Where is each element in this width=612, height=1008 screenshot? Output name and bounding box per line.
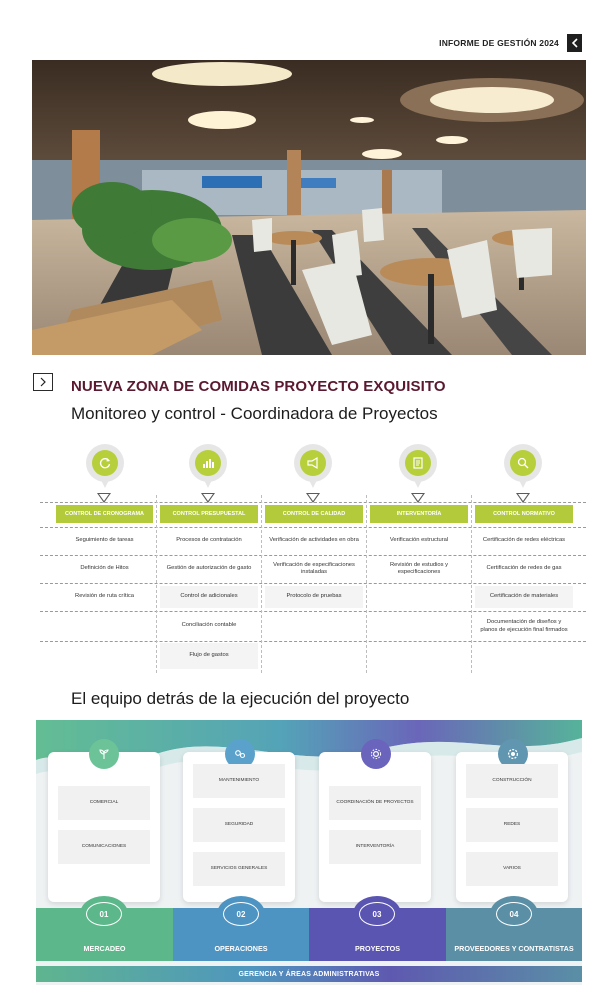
table-cell: Documentación de diseños y planos de ejecución final firmados <box>480 619 568 633</box>
chevron-left-icon <box>571 38 579 48</box>
page-header <box>439 34 582 52</box>
report-title: INFORME DE GESTIÓN 2024 <box>439 38 559 48</box>
table-cell: Definición de Hitos <box>80 565 129 572</box>
team-card-mercadeo <box>48 752 160 902</box>
team-chip: INTERVENTORÍA <box>329 830 421 864</box>
back-button[interactable] <box>567 34 582 52</box>
team-chip: VARIOS <box>466 852 558 886</box>
team-icon-mercadeo <box>89 739 119 769</box>
team-chip: CONSTRUCCIÓN <box>466 764 558 798</box>
team-number-label: 01 <box>86 902 122 926</box>
team-number-label: 03 <box>359 902 395 926</box>
pin-interventoria <box>398 444 438 488</box>
table-cell: Revisión de ruta crítica <box>75 593 134 600</box>
team-chip: SEGURIDAD <box>193 808 285 842</box>
food-court-photo <box>32 60 586 355</box>
chevron-right-icon <box>39 377 47 387</box>
pin-normativo <box>503 444 543 488</box>
gear-icon <box>369 747 383 761</box>
refresh-icon <box>98 456 112 470</box>
team-chip: REDES <box>466 808 558 842</box>
team-number-02 <box>217 896 265 932</box>
pin-cronograma <box>85 444 125 488</box>
team-number-label: 02 <box>223 902 259 926</box>
team-chip: SERVICIOS GENERALES <box>193 852 285 886</box>
section-subtitle: Monitoreo y control - Coordinadora de Proyectos <box>71 404 438 423</box>
cog-icon <box>506 747 520 761</box>
column-header-calidad: CONTROL DE CALIDAD <box>265 505 363 523</box>
section-arrow[interactable] <box>33 373 53 391</box>
column-header-normativo: CONTROL NORMATIVO <box>475 505 573 523</box>
team-chip: COMUNICACIONES <box>58 830 150 864</box>
pointer-triangle <box>201 493 215 503</box>
team-number-03 <box>353 896 401 932</box>
column-header-cronograma: CONTROL DE CRONOGRAMA <box>56 505 153 523</box>
document-icon <box>411 456 425 470</box>
team-band-mercadeo: MERCADEO <box>36 908 173 961</box>
column-header-interventoria: INTERVENTORÍA <box>370 505 468 523</box>
team-chip: COMERCIAL <box>58 786 150 820</box>
pin-presupuestal <box>188 444 228 488</box>
team-chip: MANTENIMIENTO <box>193 764 285 798</box>
pointer-triangle <box>306 493 320 503</box>
table-cell: Conciliación contable <box>181 622 237 629</box>
pin-calidad <box>293 444 333 488</box>
table-cell: Revisión de estudios y especificaciones <box>389 561 448 575</box>
table-cell: Certificación de materiales <box>475 586 573 608</box>
table-cell: Control de adicionales <box>160 586 258 608</box>
team-icon-proyectos <box>361 739 391 769</box>
column-header-presupuestal: CONTROL PRESUPUESTAL <box>160 505 258 523</box>
table-cell: Protocolo de pruebas <box>265 586 363 608</box>
sprout-icon <box>97 747 111 761</box>
section-title: NUEVA ZONA DE COMIDAS PROYECTO EXQUISITO <box>71 378 446 395</box>
pointer-triangle <box>411 493 425 503</box>
team-card-proyectos <box>319 752 431 902</box>
team-band-proveedores: PROVEEDORES Y CONTRATISTAS <box>446 908 582 961</box>
table-cell: Gestión de autorización de gasto <box>166 565 252 572</box>
pointer-triangle <box>516 493 530 503</box>
table-cell: Flujo de gastos <box>160 643 258 669</box>
team-title: El equipo detrás de la ejecución del proyecto <box>71 689 410 708</box>
team-number-label: 04 <box>496 902 532 926</box>
megaphone-icon <box>306 456 320 470</box>
table-cell: Verificación de especificaciones instaladas <box>273 561 355 575</box>
table-cell: Seguimiento de tareas <box>75 537 134 544</box>
table-cell: Certificación de redes de gas <box>486 565 562 572</box>
team-band-operaciones: OPERACIONES <box>173 908 309 961</box>
team-chip: COORDINACIÓN DE PROYECTOS <box>329 786 421 820</box>
table-cell: Certificación de redes eléctricas <box>482 537 566 544</box>
table-cell: Verificación de actividades en obra <box>269 537 359 544</box>
team-diagram <box>36 720 582 985</box>
search-icon <box>516 456 530 470</box>
team-number-01 <box>80 896 128 932</box>
team-number-04 <box>490 896 538 932</box>
table-cell: Procesos de contratación <box>176 537 242 544</box>
gears-icon <box>233 747 247 761</box>
team-footer-bar: GERENCIA Y ÁREAS ADMINISTRATIVAS <box>36 966 582 982</box>
bar-chart-icon <box>201 456 215 470</box>
table-cell: Verificación estructural <box>389 537 449 544</box>
team-band-proyectos: PROYECTOS <box>309 908 446 961</box>
pointer-triangle <box>97 493 111 503</box>
